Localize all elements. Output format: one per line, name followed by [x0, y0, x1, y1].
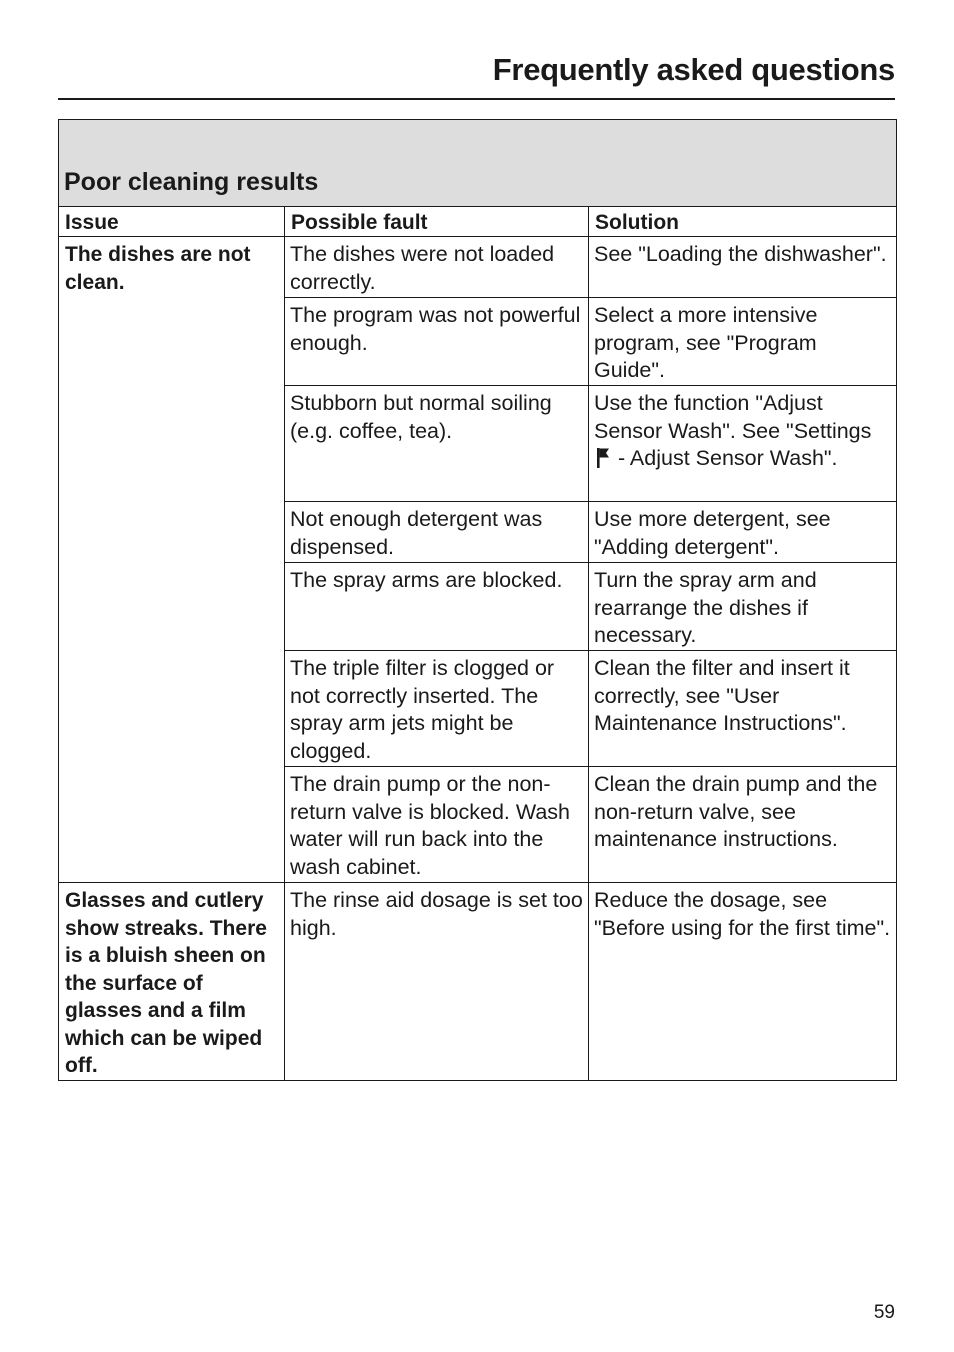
- solution-cell: [589, 386, 897, 502]
- solution-cell: Clean the drain pump and the non-return valve, see maintenance instructions.: [589, 767, 897, 883]
- table-row: [59, 883, 897, 1081]
- column-header-row: [59, 207, 897, 237]
- solution-cell: Select a more intensive program, see "Program Guide".: [589, 298, 897, 386]
- fault-cell: Stubborn but normal soiling (e.g. coffee, tea).: [285, 386, 589, 502]
- section-header-row: [59, 120, 897, 207]
- issue-cell: Glasses and cutlery show streaks. There is a bluish sheen on the surface of glasses and a film which can be wiped off.: [59, 883, 285, 1081]
- title-divider: [58, 98, 895, 100]
- solution-cell: Turn the spray arm and rearrange the dishes if necessary.: [589, 563, 897, 651]
- issue-cell: The dishes are not clean.: [59, 237, 285, 883]
- page-number: 59: [873, 1302, 895, 1323]
- solution-cell: See "Loading the dishwasher".: [589, 237, 897, 298]
- table-row: [59, 237, 897, 298]
- fault-cell: The rinse aid dosage is set too high.: [285, 883, 589, 1081]
- solution-cell: Use more detergent, see "Adding detergent".: [589, 502, 897, 563]
- flag-icon: [596, 447, 610, 468]
- section-title: Poor cleaning results: [59, 120, 897, 207]
- page-title: Frequently asked questions: [492, 52, 895, 87]
- fault-cell: The program was not powerful enough.: [285, 298, 589, 386]
- solution-cell: Clean the filter and insert it correctly, see "User Maintenance Instructions".: [589, 651, 897, 767]
- fault-cell: The spray arms are blocked.: [285, 563, 589, 651]
- fault-cell: The drain pump or the non-return valve is blocked. Wash water will run back into the wash cabinet.: [285, 767, 589, 883]
- column-header-solution: Solution: [589, 207, 897, 237]
- fault-cell: The triple filter is clogged or not correctly inserted. The spray arm jets might be clogged.: [285, 651, 589, 767]
- solution-cell: Reduce the dosage, see "Before using for the first time".: [589, 883, 897, 1081]
- fault-cell: Not enough detergent was dispensed.: [285, 502, 589, 563]
- column-header-fault: Possible fault: [285, 207, 589, 237]
- faq-table: [58, 119, 897, 1081]
- column-header-issue: Issue: [59, 207, 285, 237]
- solution-text-before: Use the function "Adjust Sensor Wash". See "Settings: [594, 391, 872, 443]
- solution-text-after: - Adjust Sensor Wash".: [617, 446, 838, 470]
- fault-cell: The dishes were not loaded correctly.: [285, 237, 589, 298]
